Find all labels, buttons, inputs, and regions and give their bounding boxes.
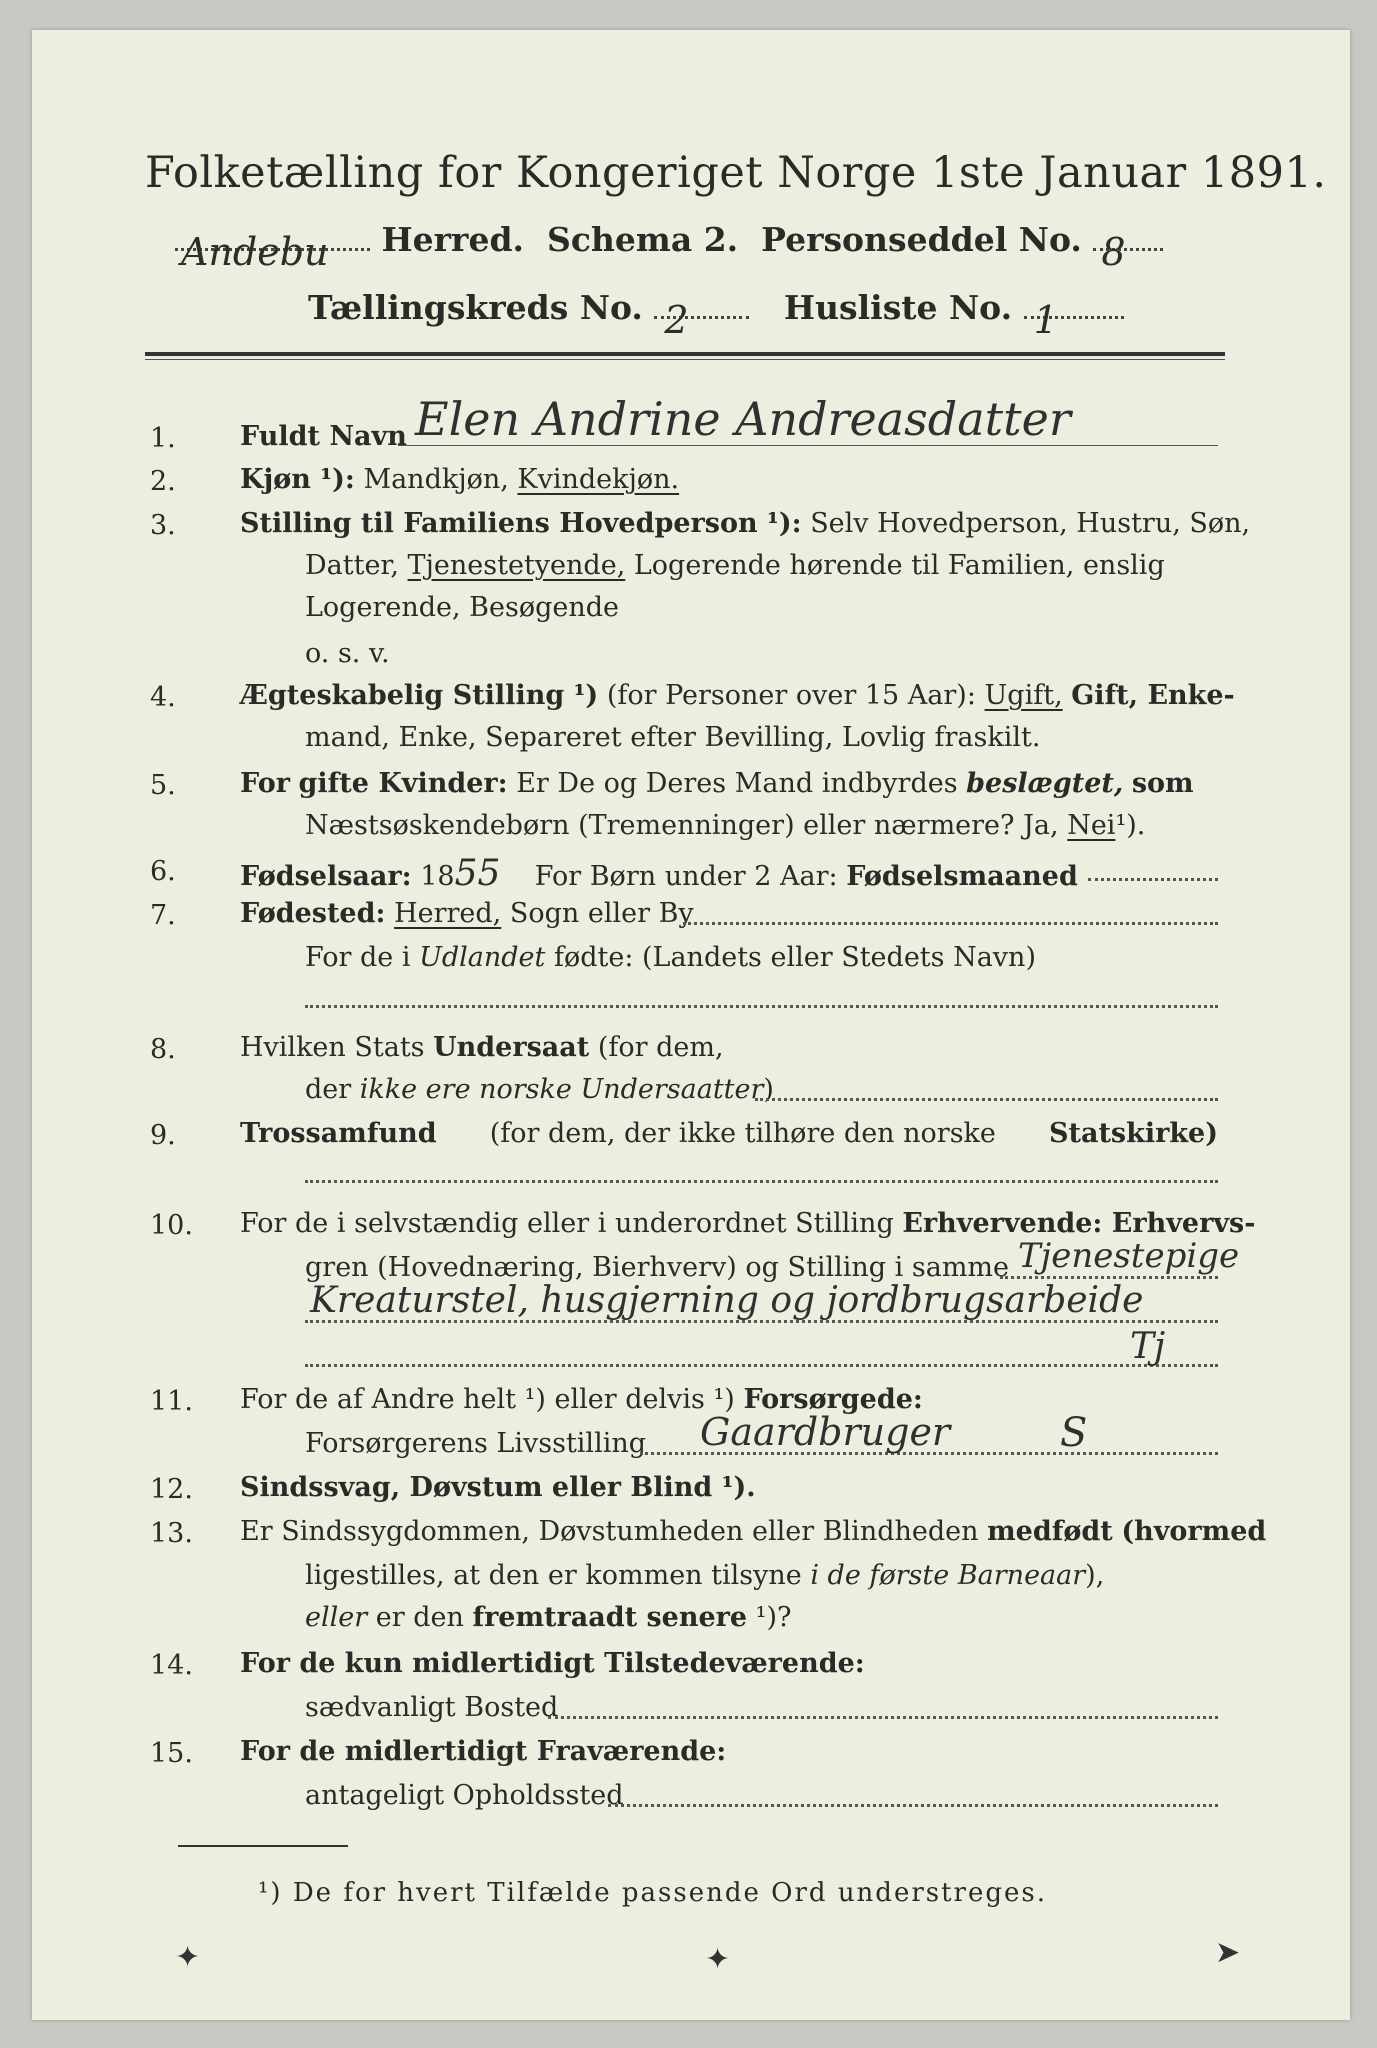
herred-field — [175, 230, 370, 274]
q10-line-2: gren (Hovednæring, Bierhverv) og Stilling i samme — [305, 1252, 1010, 1283]
personseddel-field — [1093, 230, 1163, 274]
personseddel-value: 8 — [1101, 230, 1126, 274]
q3-line-1 — [240, 510, 1250, 537]
header-divider — [145, 352, 1225, 360]
footnote: ¹) De for hvert Tilfælde passende Ord understreges. — [258, 1878, 1048, 1908]
q7-text: Sogn eller By — [509, 898, 694, 929]
q2-option-male: Mandkjøn, — [363, 464, 509, 495]
q4-number: 4. — [150, 682, 176, 713]
q5-label-a: For — [240, 768, 290, 799]
q13-text-3c: ¹)? — [755, 1602, 792, 1633]
q3-line-4: o. s. v. — [305, 638, 390, 669]
q6-text: For Børn under 2 Aar: — [534, 861, 838, 892]
q5-end: ¹). — [1115, 810, 1146, 841]
q5-number: 5. — [150, 770, 176, 801]
schema-label: Schema 2. — [547, 220, 739, 259]
q13-text-3-bold: fremtraadt senere — [472, 1602, 748, 1633]
q11-line-2: Forsørgerens Livsstilling — [305, 1428, 647, 1459]
taellingskreds-value: 2 — [664, 298, 689, 342]
q5-text-2: Næstsøskendebørn (Tremenninger) eller nærmere? Ja, — [305, 810, 1059, 841]
q15-line-2: antageligt Opholdssted — [305, 1780, 624, 1811]
q3-line-3: Logerende, Besøgende — [305, 592, 619, 623]
herred-value: Andebu — [181, 230, 329, 274]
q10-fill-line-3 — [305, 1364, 1218, 1367]
q10-text-1: For de i selvstændig eller i underordnet Stilling — [240, 1208, 894, 1239]
q9-text: (for dem, der ikke tilhøre den norske — [489, 1118, 996, 1149]
header-line-2 — [308, 288, 1124, 342]
q7-option-herred-selected: Herred, — [394, 898, 502, 929]
q13-text-1: Er Sindssygdommen, Døvstumheden eller Blindheden — [240, 1516, 979, 1547]
q9-bold-end: Statskirke) — [1049, 1118, 1218, 1149]
q8-text-2-italic: ikke ere norske Undersaatter — [359, 1074, 764, 1105]
q5-option-nei-selected: Nei — [1067, 810, 1116, 841]
q8-label: Hvilken Stats — [240, 1032, 425, 1063]
q4-line-1 — [240, 682, 1235, 709]
q10-value-1: Tjenestepige — [1018, 1236, 1240, 1276]
q4-label: Ægteskabelig Stilling ¹) — [240, 680, 599, 711]
herred-label: Herred. — [381, 220, 525, 259]
q10-line-1 — [240, 1210, 1255, 1237]
q1-number: 1. — [150, 423, 176, 454]
q13-number: 13. — [150, 1518, 193, 1549]
q11-value: Gaardbruger — [700, 1410, 951, 1454]
q11-text-1: For de af Andre helt ¹) eller delvis ¹) — [240, 1384, 735, 1415]
q3-option-tjenestetyende-selected: Tjenestetyende, — [407, 550, 626, 581]
q5-bold-end: som — [1131, 768, 1194, 799]
q15-number: 15. — [150, 1738, 193, 1769]
q4-option-ugift-selected: Ugift, — [984, 680, 1063, 711]
q13-text-2a: ligestilles, at den er kommen tilsyne — [305, 1560, 802, 1591]
q11-number: 11. — [150, 1386, 193, 1417]
q5-label-b: gifte Kvinder: — [298, 768, 508, 799]
q8-line-2 — [305, 1076, 774, 1103]
q9-fill-line — [305, 1180, 1218, 1183]
q14-line-2: sædvanligt Bosted — [305, 1692, 559, 1723]
q13-bold-2: (hvormed — [1121, 1516, 1267, 1547]
q4-text-1: (for Personer over 15 Aar): — [606, 680, 976, 711]
q14-number: 14. — [150, 1650, 193, 1681]
q9-line — [240, 1120, 1218, 1147]
q7-fill-line-2 — [305, 1005, 1218, 1008]
corner-mark-left-icon: ✦ — [175, 1940, 201, 1975]
q5-text-1: Er De og Deres Mand indbyrdes — [516, 768, 958, 799]
q8-text-2a: der — [305, 1074, 352, 1105]
q12-number: 12. — [150, 1474, 193, 1505]
q13-text-2b: ), — [1085, 1560, 1105, 1591]
q7-line-2 — [305, 944, 1036, 971]
q3-text-1: Selv Hovedperson, Hustru, Søn, — [810, 508, 1251, 539]
personseddel-label: Personseddel No. — [761, 220, 1082, 259]
taellingskreds-field — [654, 298, 749, 342]
q10-value-3: Tj — [1130, 1326, 1166, 1367]
q2-option-female-selected: Kvindekjøn. — [517, 464, 680, 495]
husliste-label: Husliste No. — [783, 288, 1013, 327]
q2-number: 2. — [150, 466, 176, 497]
q6-number: 6. — [150, 856, 176, 887]
corner-mark-right-icon: ➤ — [1215, 1935, 1241, 1970]
q12-label: Sindssvag, Døvstum eller Blind ¹). — [240, 1472, 756, 1503]
q5-line-2 — [305, 812, 1145, 839]
q2-line — [240, 466, 679, 493]
q5-line-1 — [240, 770, 1194, 797]
q13-text-3-italic: eller — [305, 1602, 368, 1633]
form-title: Folketælling for Kongeriget Norge 1ste Januar 1891. — [145, 148, 1327, 198]
q13-text-3a: er den — [375, 1602, 464, 1633]
q6-line — [240, 853, 1078, 894]
q3-text-2: Logerende hørende til Familien, enslig — [633, 550, 1165, 581]
q6-prefix: 18 — [420, 861, 455, 892]
q10-fill-line-1 — [1000, 1276, 1218, 1279]
q8-text-2b: ) — [763, 1074, 774, 1105]
husliste-value: 1 — [1033, 298, 1058, 342]
q10-value-2: Kreaturstel, husgjerning og jordbrugsarbeide — [310, 1280, 1144, 1321]
q7-text-2b: fødte: (Landets eller Stedets Navn) — [553, 942, 1036, 973]
q7-text-2-italic: Udlandet — [419, 942, 546, 973]
q14-fill-line — [548, 1716, 1218, 1719]
corner-mark-center-icon: ✦ — [705, 1942, 731, 1977]
q13-bold-1: medfødt — [987, 1516, 1113, 1547]
q13-line-3 — [305, 1604, 792, 1631]
q6-fill-line — [1088, 878, 1218, 881]
q2-label: Kjøn ¹): — [240, 464, 355, 495]
q13-line-2 — [305, 1562, 1104, 1589]
q3-number: 3. — [150, 510, 176, 541]
q7-fill-line-1 — [683, 922, 1218, 925]
q8-line-1 — [240, 1034, 724, 1061]
footnote-rule — [178, 1845, 348, 1847]
q8-number: 8. — [150, 1034, 176, 1065]
q3-line-2 — [305, 552, 1165, 579]
q13-text-2-italic: i de første Barneaar — [810, 1560, 1086, 1591]
q3-option-datter: Datter, — [305, 550, 399, 581]
header-line-1 — [175, 220, 1163, 274]
taellingskreds-label: Tællingskreds No. — [308, 288, 643, 327]
q8-fill-line — [755, 1098, 1218, 1101]
q13-line-1 — [240, 1518, 1266, 1545]
q10-number: 10. — [150, 1210, 193, 1241]
q7-text-2a: For de i — [305, 942, 411, 973]
q9-number: 9. — [150, 1120, 176, 1151]
q8-bold: Undersaat — [433, 1032, 590, 1063]
q11-mark: S — [1060, 1410, 1088, 1456]
q8-text: (for dem, — [597, 1032, 724, 1063]
q7-label: Fødested: — [240, 898, 386, 929]
q10-bold-1: Erhvervende: Erhvervs- — [902, 1208, 1256, 1239]
q4-line-2: mand, Enke, Separeret efter Bevilling, Lovlig fraskilt. — [305, 722, 1041, 753]
q14-label: For de kun midlertidigt Tilstedeværende: — [240, 1648, 865, 1679]
husliste-field — [1024, 298, 1124, 342]
q4-options-gift-enke: Gift, Enke- — [1071, 680, 1235, 711]
census-form-sheet — [32, 30, 1350, 2020]
q6-birthyear-value: 55 — [454, 853, 501, 894]
q6-label-2: Fødselsmaaned — [846, 861, 1078, 892]
q1-label: Fuldt Navn — [240, 421, 407, 452]
q7-number: 7. — [150, 900, 176, 931]
q6-label: Fødselsaar: — [240, 861, 412, 892]
q1-name-value: Elen Andrine Andreasdatter — [415, 392, 1071, 446]
q7-line-1 — [240, 900, 694, 927]
q11-bold-1: Forsørgede: — [743, 1384, 923, 1415]
q11-line-1 — [240, 1386, 923, 1413]
q15-fill-line — [608, 1804, 1218, 1807]
q9-label: Trossamfund — [240, 1118, 437, 1149]
q5-italic: beslægtet, — [966, 768, 1124, 799]
q3-label: Stilling til Familiens Hovedperson ¹): — [240, 508, 802, 539]
q15-label: For de midlertidigt Fraværende: — [240, 1736, 727, 1767]
